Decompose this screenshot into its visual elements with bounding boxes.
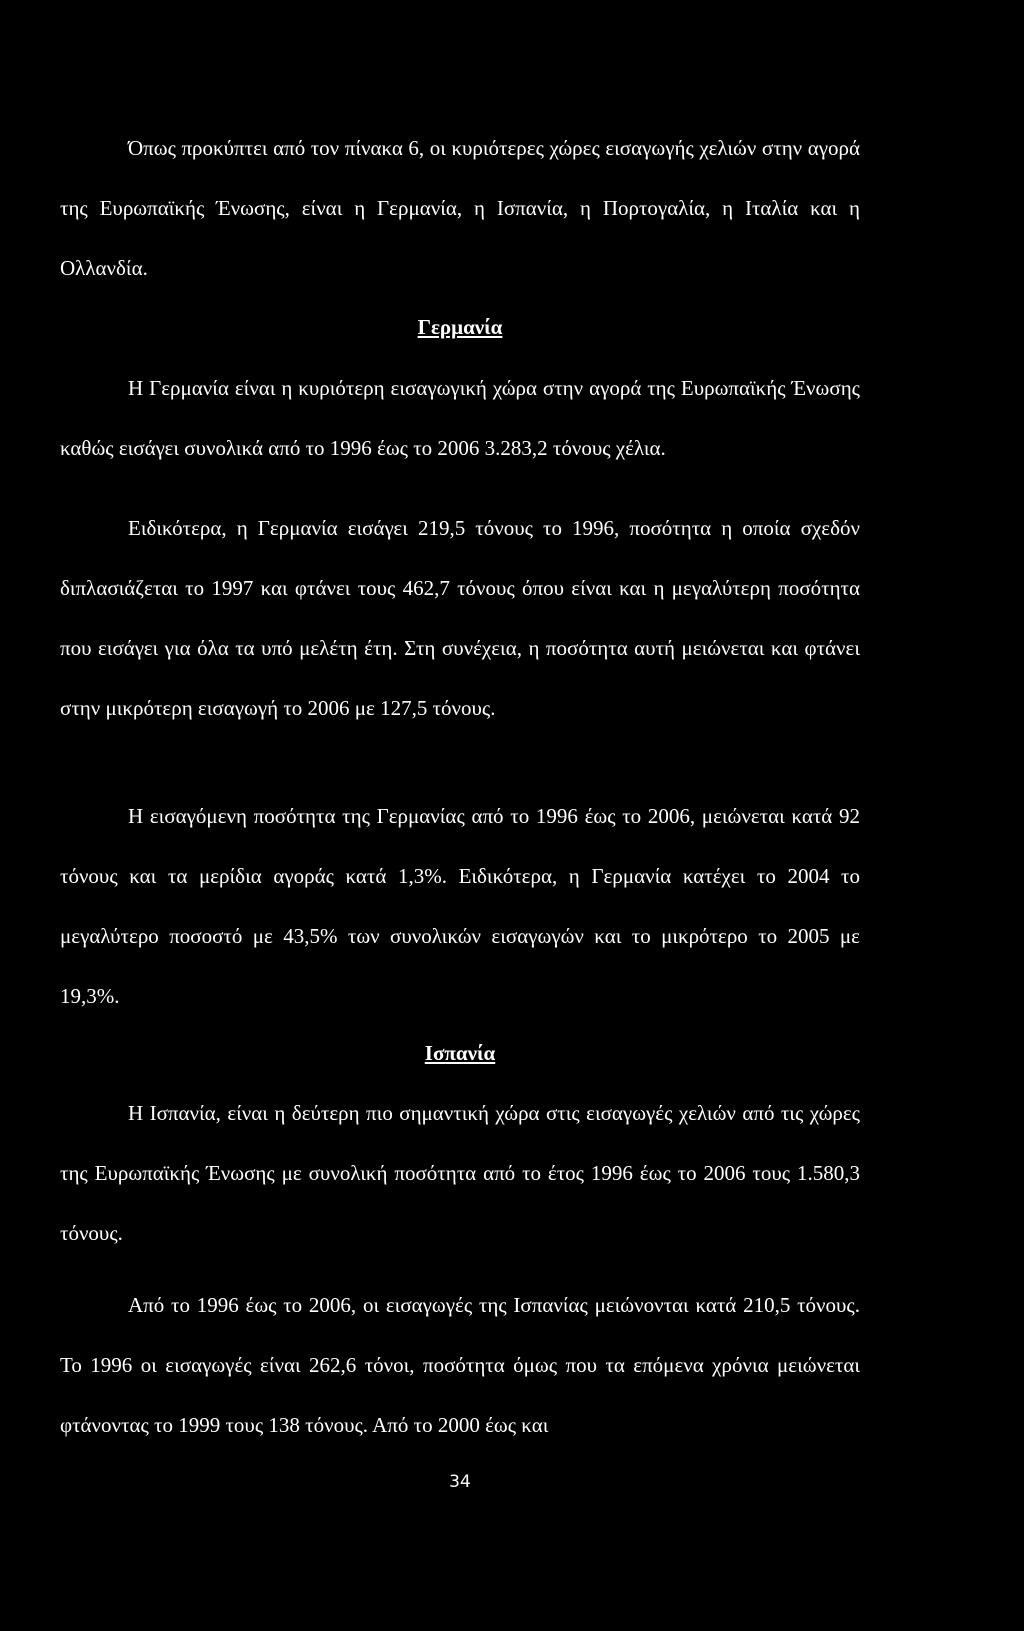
section-heading-germany: Γερμανία	[417, 315, 503, 339]
page-number: 34	[449, 1472, 471, 1492]
paragraph-spain-details: Από το 1996 έως το 2006, οι εισαγωγές της Ισπανίας μειώνονται κατά 210,5 τόνους. Το 1996 οι εισαγωγές είναι 262,6 τόνοι, ποσότητα όμως που τα επόμενα χρόνια μειώνεται φτάνοντας το 1999 τους 138 τόνους. Από το 2000 έως και	[60, 1293, 860, 1437]
paragraph-germany-details: Ειδικότερα, η Γερμανία εισάγει 219,5 τόνους το 1996, ποσότητα η οποία σχεδόν διπλασιάζεται το 1997 και φτάνει τους 462,7 τόνους όπου είναι και η μεγαλύτερη ποσότητα που εισάγει για όλα τα υπό μελέτη έτη. Στη συνέχεια, η ποσότητα αυτή μειώνεται και φτάνει στην μικρότερη εισαγωγή το 2006 με 127,5 τόνους.	[60, 516, 860, 720]
paragraph-germany-overview: Η Γερμανία είναι η κυριότερη εισαγωγική χώρα στην αγορά της Ευρωπαϊκής Ένωσης καθώς εισάγει συνολικά από το 1996 έως το 2006 3.283,2 τόνους χέλια.	[60, 376, 860, 460]
paragraph-germany-market-share: Η εισαγόμενη ποσότητα της Γερμανίας από το 1996 έως το 2006, μειώνεται κατά 92 τόνους και τα μερίδια αγοράς κατά 1,3%. Ειδικότερα, η Γερμανία κατέχει το 2004 το μεγαλύτερο ποσοστό με 43,5% των συνολικών εισαγωγών και το μικρότερο το 2005 με 19,3%.	[60, 804, 860, 1008]
paragraph-intro: Όπως προκύπτει από τον πίνακα 6, οι κυριότερες χώρες εισαγωγής χελιών στην αγορά της Ευρωπαϊκής Ένωσης, είναι η Γερμανία, η Ισπανία, η Πορτογαλία, η Ιταλία και η Ολλανδία.	[60, 136, 860, 280]
paragraph-spain-overview: Η Ισπανία, είναι η δεύτερη πιο σημαντική χώρα στις εισαγωγές χελιών από τις χώρες της Ευρωπαϊκής Ένωσης με συνολική ποσότητα από το έτος 1996 έως το 2006 τους 1.580,3 τόνους.	[60, 1101, 860, 1245]
section-heading-spain: Ισπανία	[424, 1041, 496, 1065]
